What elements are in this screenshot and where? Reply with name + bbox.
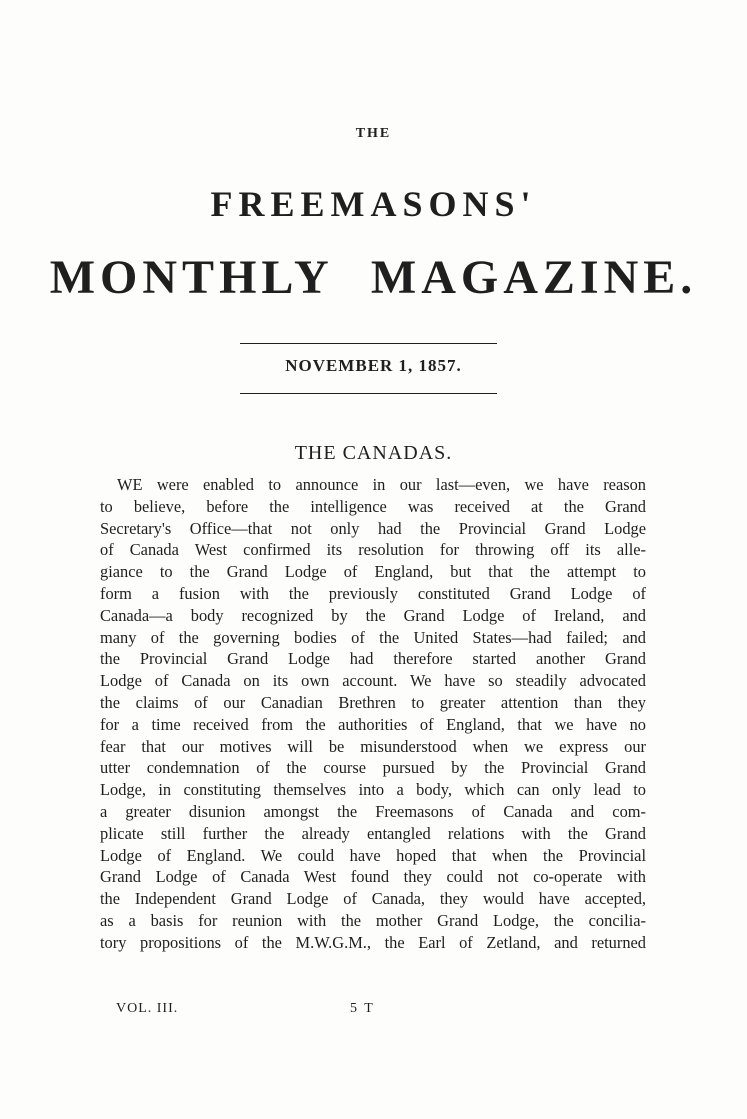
article-line: tory propositions of the M.W.G.M., the Earl of Zetland, and returned bbox=[100, 932, 646, 952]
article-line: a greater disunion amongst the Freemasons of Canada and com- bbox=[100, 801, 646, 821]
article-line: Grand Lodge of Canada West found they could not co-operate with bbox=[100, 867, 646, 887]
article-line: utter condemnation of the course pursued by the Provincial Grand bbox=[100, 758, 646, 778]
article-line: the Independent Grand Lodge of Canada, they would have accepted, bbox=[100, 889, 646, 909]
article-line: Lodge of Canada on its own account. We have so steadily advocated bbox=[100, 671, 646, 691]
article-title: THE CANADAS. bbox=[294, 442, 453, 464]
article-line: WE were enabled to announce in our last—even, we have reason bbox=[117, 475, 646, 494]
article-line: plicate still further the already entangled relations with the Grand bbox=[100, 823, 646, 843]
article-line: as a basis for reunion with the mother Grand Lodge, the concilia- bbox=[100, 910, 646, 930]
article-line: the Provincial Grand Lodge had therefore started another Grand bbox=[100, 649, 646, 669]
article-line: of Canada West confirmed its resolution for throwing off its alle- bbox=[100, 540, 646, 560]
article-line: to believe, before the intelligence was received at the Grand bbox=[100, 496, 646, 516]
date-rule-bottom bbox=[240, 393, 497, 394]
article-line: Lodge of England. We could have hoped that when the Provincial bbox=[100, 845, 646, 865]
article-line: many of the governing bodies of the United States—had failed; and bbox=[100, 627, 646, 647]
article-body bbox=[100, 474, 646, 954]
article-line: for a time received from the authorities of England, that we have no bbox=[100, 714, 646, 734]
article-line: Secretary's Office—that not only had the Provincial Grand Lodge bbox=[100, 518, 646, 538]
article-line: the claims of our Canadian Brethren to greater attention than they bbox=[100, 692, 646, 712]
masthead-monthly-magazine: MONTHLY MAGAZINE. bbox=[49, 251, 698, 304]
article-line: Lodge, in constituting themselves into a body, which can only lead to bbox=[100, 780, 646, 800]
issue-date: NOVEMBER 1, 1857. bbox=[285, 356, 462, 375]
masthead-freemasons: FREEMASONS' bbox=[210, 184, 537, 224]
signature-mark: 5 T bbox=[350, 1001, 375, 1016]
article-line: form a fusion with the previously constituted Grand Lodge of bbox=[100, 583, 646, 603]
article-line: fear that our motives will be misunderstood when we express our bbox=[100, 736, 646, 756]
date-rule-top bbox=[240, 343, 497, 344]
article-line: Canada—a body recognized by the Grand Lodge of Ireland, and bbox=[100, 605, 646, 625]
masthead-article-word: THE bbox=[355, 126, 392, 141]
volume-label: VOL. III. bbox=[116, 1001, 179, 1016]
article-line: giance to the Grand Lodge of England, but that the attempt to bbox=[100, 562, 646, 582]
